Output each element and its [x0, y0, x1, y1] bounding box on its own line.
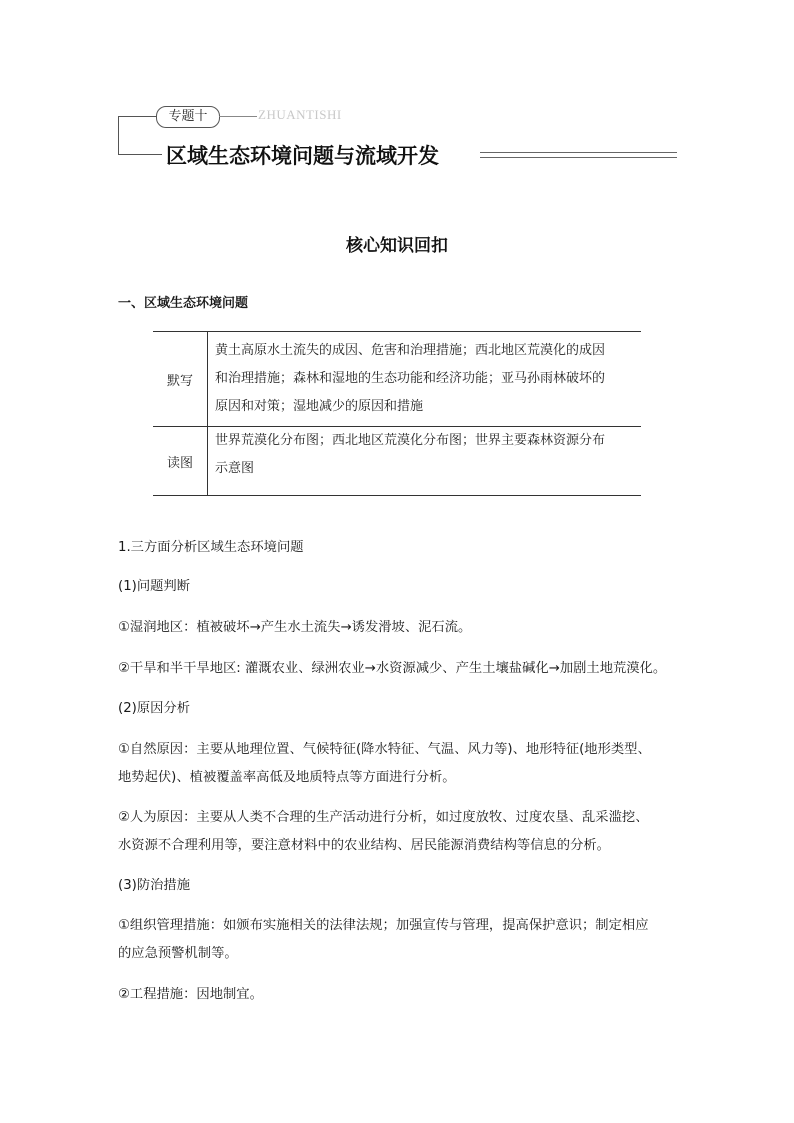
table-row-label: 读图	[153, 427, 208, 496]
topic-badge: 专题十	[156, 106, 220, 128]
header-bracket-top	[118, 116, 156, 117]
topic-english-label: ZHUANTISHI	[258, 107, 342, 122]
header-bracket-vertical	[118, 116, 119, 154]
paragraph-line: ②工程措施：因地制宜。	[118, 987, 263, 1002]
table-line: 和治理措施；森林和湿地的生态功能和经济功能；亚马孙雨林破坏的	[215, 371, 606, 386]
table-line: 世界荒漠化分布图；西北地区荒漠化分布图；世界主要森林资源分布	[215, 433, 606, 448]
table-line: 黄土高原水土流失的成因、危害和治理措施；西北地区荒漠化的成因	[215, 343, 606, 358]
paragraph-line: ②干旱和半干旱地区: 灌溉农业、绿洲农业→水资源减少、产生土壤盐碱化→加剧土地荒漠化。	[118, 661, 667, 676]
paragraph-line: ①自然原因：主要从地理位置、气候特征(降水特征、气温、风力等)、地形特征(地形类型、	[118, 742, 651, 757]
table-row-label: 默写	[153, 332, 208, 427]
paragraph-line: ①组织管理措施：如颁布实施相关的法律法规；加强宣传与管理，提高保护意识；制定相应	[118, 918, 649, 933]
paragraph-line: 地势起伏)、植被覆盖率高低及地质特点等方面进行分析。	[118, 770, 456, 785]
table-row-content	[208, 427, 642, 496]
section-heading: 核心知识回扣	[346, 236, 448, 256]
table-line: 原因和对策；湿地减少的原因和措施	[215, 399, 424, 414]
paragraph-heading: (2)原因分析	[118, 701, 191, 716]
table-row	[153, 427, 641, 496]
topic-connector-line	[219, 116, 257, 117]
table-line: 示意图	[215, 461, 255, 476]
table-row	[153, 332, 641, 427]
table-row-content	[208, 332, 642, 427]
header-bracket-bottom	[118, 154, 162, 155]
knowledge-table	[153, 331, 641, 496]
chapter-title: 区域生态环境问题与流域开发	[166, 144, 439, 168]
heading-regional-eco-problems: 一、区域生态环境问题	[118, 296, 249, 311]
paragraph-line: 的应急预警机制等。	[118, 946, 238, 961]
paragraph-line: ②人为原因：主要从人类不合理的生产活动进行分析，如过度放牧、过度农垦、乱采滥挖、	[118, 810, 649, 825]
paragraph-line: 水资源不合理利用等，要注意材料中的农业结构、居民能源消费结构等信息的分析。	[118, 838, 610, 853]
subsection-title: 1.三方面分析区域生态环境问题	[118, 540, 304, 555]
paragraph-heading: (1)问题判断	[118, 579, 191, 594]
paragraph-heading: (3)防治措施	[118, 878, 191, 893]
paragraph-line: ①湿润地区：植被破坏→产生水土流失→诱发滑坡、泥石流。	[118, 620, 472, 635]
title-double-rule	[480, 152, 677, 158]
